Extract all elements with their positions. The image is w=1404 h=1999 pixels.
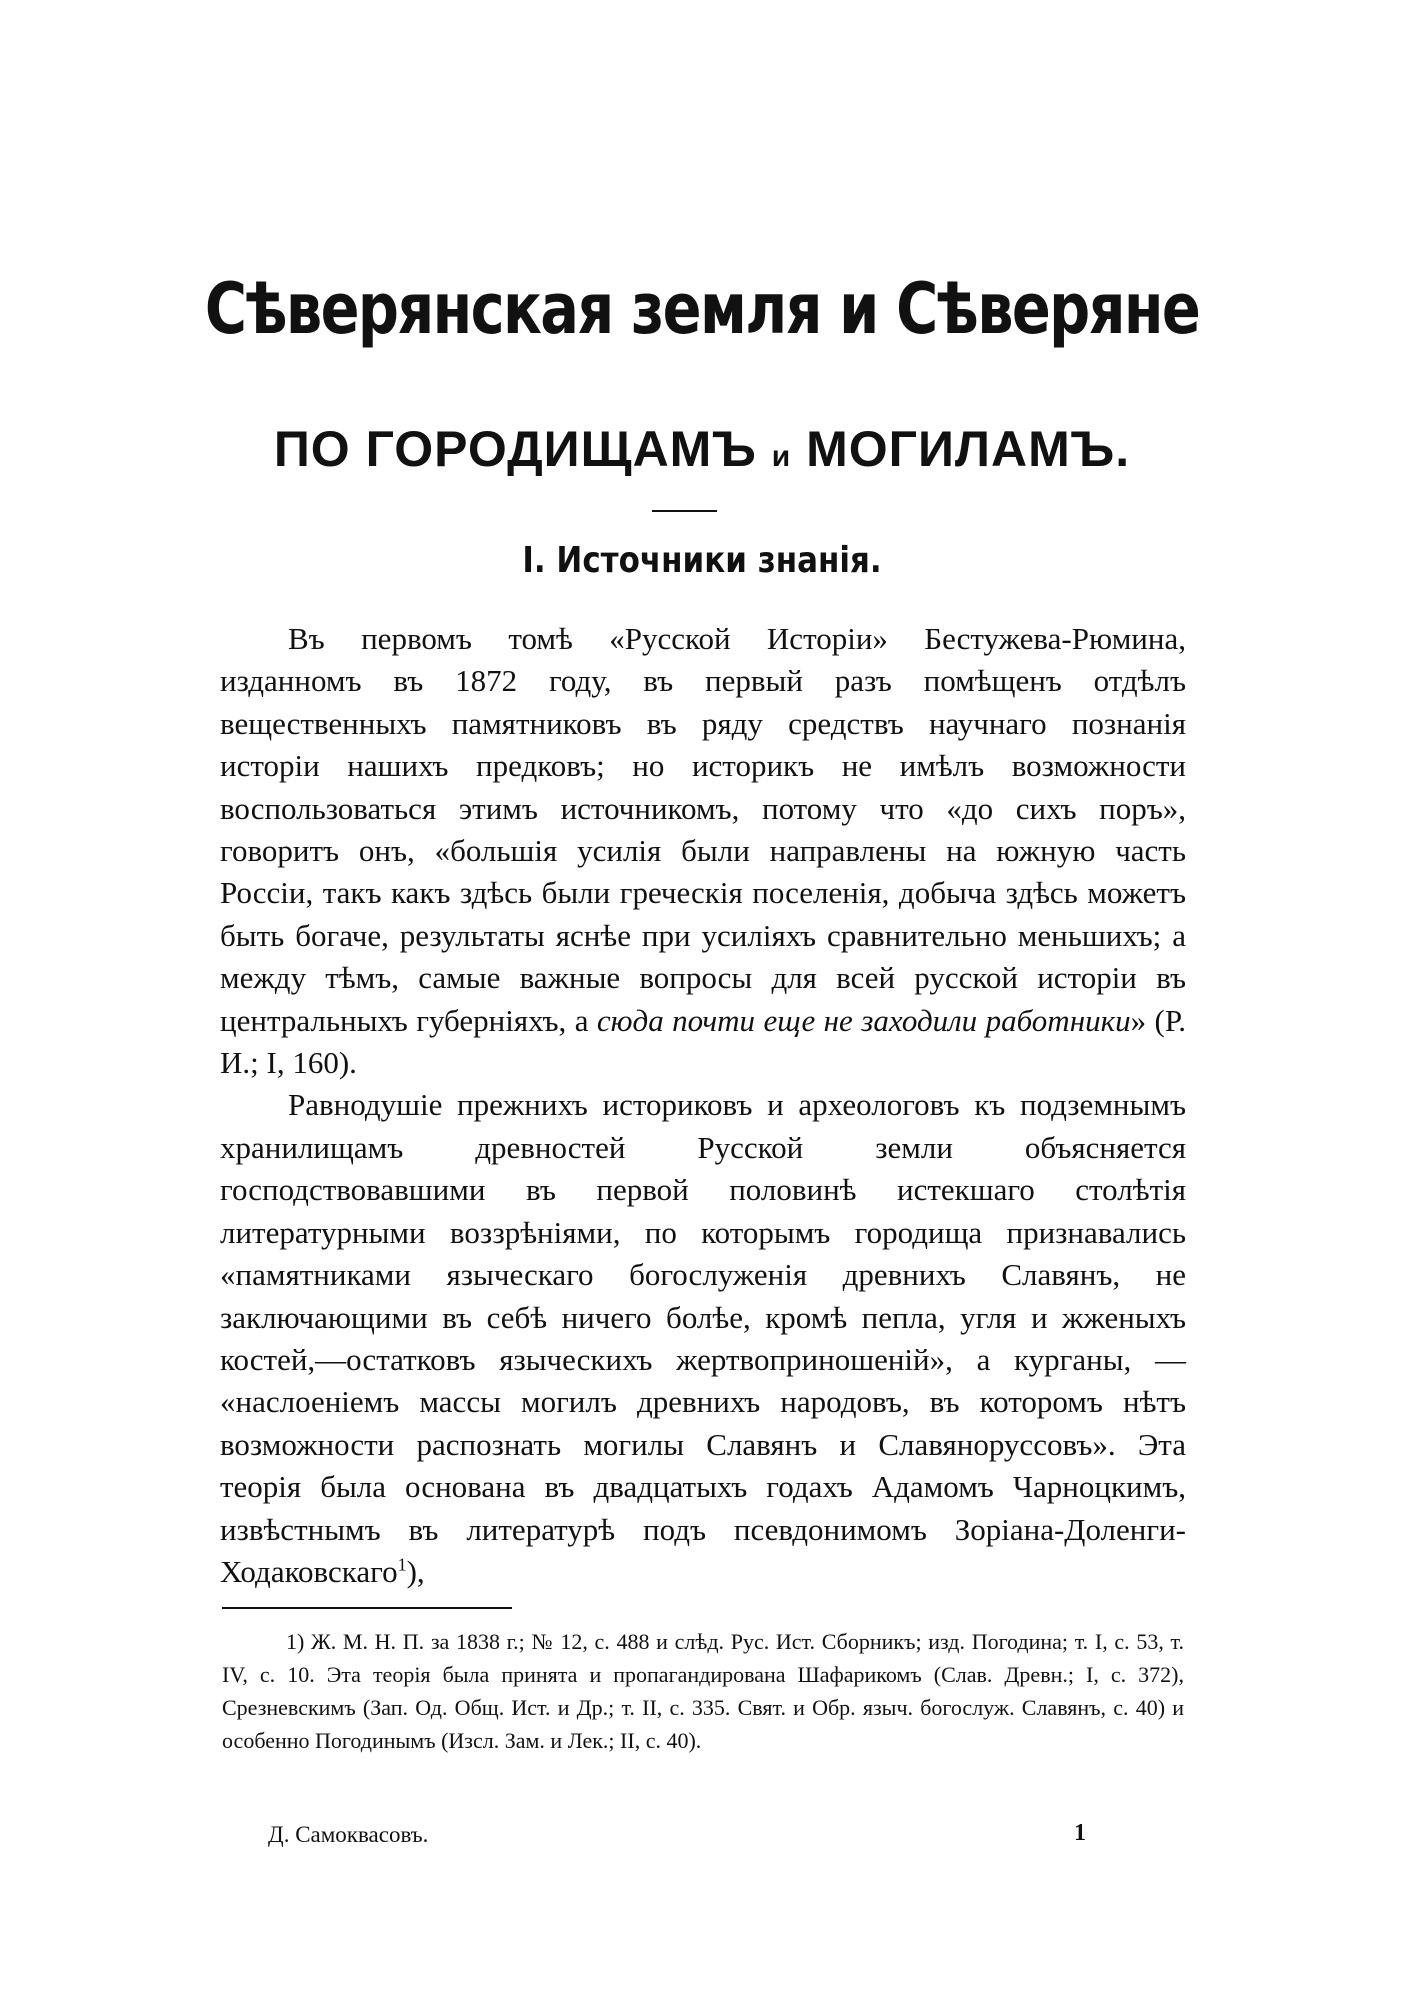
paragraph-1-ending: » (Р. И.; I, 160).	[220, 1002, 1186, 1081]
main-title: Сѣверянская земля и Сѣверяне	[204, 268, 1200, 350]
footnote-mark: 1)	[286, 1629, 305, 1654]
subtitle-part2: МОГИЛАМЪ.	[806, 421, 1131, 477]
title-divider	[652, 510, 717, 512]
subtitle-part1: ПО ГОРОДИЩАМЪ	[273, 421, 757, 477]
subtitle	[0, 420, 1404, 478]
footnote	[222, 1625, 1184, 1757]
subtitle-conjunction: и	[771, 440, 792, 473]
paragraph-2	[220, 1084, 1186, 1593]
footer-author: Д. Самоквасовъ.	[268, 1822, 429, 1847]
paragraph-1	[220, 618, 1186, 1084]
page-number: 1	[1074, 1820, 1086, 1846]
paragraph-2-ending: ),	[406, 1553, 425, 1589]
paragraph-1-text: Въ первомъ томѣ «Русской Исторіи» Бестужева-Рюмина, изданномъ въ 1872 году, въ первый разъ помѣщенъ отдѣлъ вещественныхъ памятниковъ въ ряду средствъ научнаго познанія исторіи нашихъ предковъ; но историкъ не имѣлъ возможности воспользоваться этимъ источникомъ, потому что «до сихъ поръ», говоритъ онъ, «большія усилія были направлены на южную часть Россіи, такъ какъ здѣсь были греческія поселенія, добыча здѣсь можетъ быть богаче, результаты яснѣе при усиліяхъ сравнительно меньшихъ; а между тѣмъ, самые важные вопросы для всей русской исторіи въ центральныхъ губерніяхъ, а	[220, 621, 1186, 1038]
body-text	[220, 618, 1186, 1593]
footnote-reference: 1	[397, 1554, 407, 1575]
section-heading: I. Источники знанія.	[522, 540, 882, 581]
paragraph-1-italic: сюда почти еще не заходили работники	[596, 1002, 1131, 1038]
footnote-text: Ж. М. Н. П. за 1838 г.; № 12, с. 488 и слѣд. Рус. Ист. Сборникъ; изд. Погодина; т. I, с. 53, т. IV, с. 10. Эта теорія была принята и пропагандирована Шафарикомъ (Слав. Древн.; I, с. 372), Срезневскимъ (Зап. Од. Общ. Ист. и Др.; т. II, с. 335. Свят. и Обр. языч. богослуж. Славянъ, с. 40) и особенно Погодинымъ (Изсл. Зам. и Лек.; II, с. 40).	[222, 1629, 1184, 1753]
paragraph-2-text: Равнодушіе прежнихъ историковъ и археологовъ къ подземнымъ хранилищамъ древностей Русской земли объясняется господствовавшими въ первой половинѣ истекшаго столѣтія литературными воззрѣніями, по которымъ городища признавались «памятниками языческаго богослуженія древнихъ Славянъ, не заключающими въ себѣ ничего болѣе, кромѣ пепла, угля и жженыхъ костей,—остатковъ языческихъ жертвоприношеній», а курганы, — «наслоеніемъ массы могилъ древнихъ народовъ, въ которомъ нѣтъ возможности распознать могилы Славянъ и Славяноруссовъ». Эта теорія была основана въ двадцатыхъ годахъ Адамомъ Чарноцкимъ, извѣстнымъ въ литературѣ подъ псевдонимомъ Зоріана-Доленги-Ходаковскаго	[220, 1087, 1186, 1589]
footnote-separator	[222, 1607, 512, 1609]
